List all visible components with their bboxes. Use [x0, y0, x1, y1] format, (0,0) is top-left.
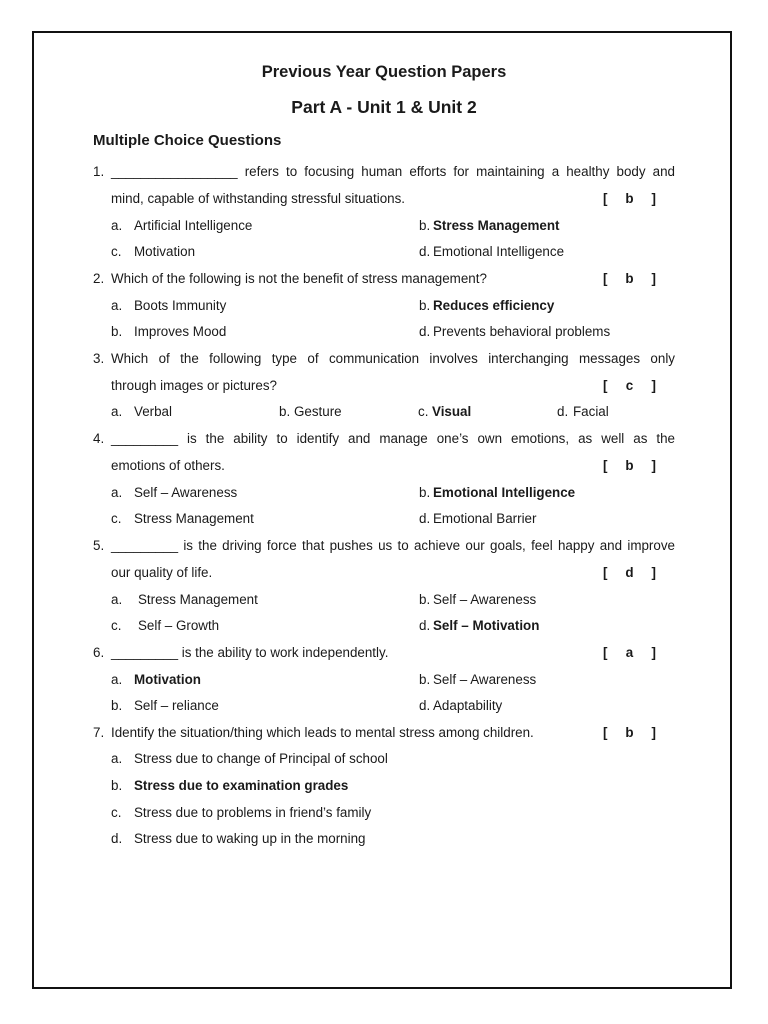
- option-text: Self – Awareness: [433, 672, 537, 687]
- option-letter: b.: [111, 324, 123, 339]
- option-letter: b.: [419, 218, 431, 233]
- answer-box: [ d ]: [603, 565, 656, 580]
- option-letter: a.: [111, 672, 123, 687]
- option-text: Stress Management: [138, 592, 258, 607]
- option-text: Stress due to problems in friend’s family: [134, 805, 372, 820]
- answer-letter: a: [625, 645, 634, 660]
- option-text: Self – Awareness: [433, 592, 537, 607]
- option-letter: c.: [111, 805, 122, 820]
- answer-letter: b: [625, 725, 634, 740]
- question-number: 1.: [93, 164, 105, 179]
- option-text-correct: Motivation: [134, 672, 201, 687]
- option-letter: b.: [111, 698, 123, 713]
- option-letter: d.: [419, 698, 431, 713]
- question-text: _________ is the ability to identify and manage one’s own emotions, as well as the: [111, 431, 675, 446]
- answer-letter: c: [625, 378, 634, 393]
- option-letter: a.: [111, 404, 123, 419]
- option-text-correct: Self – Motivation: [433, 618, 540, 633]
- option-letter: d.: [419, 244, 431, 259]
- answer-box: [ b ]: [603, 191, 656, 206]
- option-text: Prevents behavioral problems: [433, 324, 611, 339]
- answer-letter: b: [625, 458, 634, 473]
- option-letter: d.: [419, 511, 431, 526]
- question-text-cont: through images or pictures?: [111, 378, 277, 393]
- option-text: Emotional Barrier: [433, 511, 537, 526]
- option-letter: a.: [111, 485, 123, 500]
- answer-box: [ b ]: [603, 271, 656, 286]
- page-subtitle: Part A - Unit 1 & Unit 2: [291, 97, 477, 117]
- question-number: 3.: [93, 351, 105, 366]
- question-number: 7.: [93, 725, 105, 740]
- question-number: 5.: [93, 538, 105, 553]
- option-letter: a.: [111, 298, 123, 313]
- option-letter: c.: [111, 618, 122, 633]
- answer-letter: d: [625, 565, 634, 580]
- option-text: Stress due to change of Principal of school: [134, 751, 388, 766]
- option-text: Artificial Intelligence: [134, 218, 253, 233]
- option-text: Self – Growth: [138, 618, 220, 633]
- question-text: Which of the following is not the benefit of stress management?: [111, 271, 487, 286]
- option-text-correct: Stress due to examination grades: [134, 778, 349, 793]
- option-text: Self – reliance: [134, 698, 219, 713]
- answer-box: [ b ]: [603, 725, 656, 740]
- section-heading: Multiple Choice Questions: [93, 132, 282, 149]
- option-text: Gesture: [294, 404, 342, 419]
- option-text: Facial: [573, 404, 609, 419]
- option-text-correct: Emotional Intelligence: [433, 485, 576, 500]
- option-letter: c.: [111, 244, 122, 259]
- question-number: 2.: [93, 271, 105, 286]
- option-text: Improves Mood: [134, 324, 227, 339]
- option-letter: b.: [419, 485, 431, 500]
- answer-letter: b: [625, 191, 634, 206]
- question-text-cont: mind, capable of withstanding stressful situations.: [111, 191, 406, 206]
- page-title: Previous Year Question Papers: [261, 63, 507, 81]
- option-text: Self – Awareness: [134, 485, 238, 500]
- option-letter: a.: [111, 592, 123, 607]
- option-text: Stress Management: [134, 511, 254, 526]
- option-text: Emotional Intelligence: [433, 244, 565, 259]
- option-letter: b.: [419, 298, 431, 313]
- question-text: Identify the situation/thing which leads to mental stress among children.: [111, 725, 534, 740]
- answer-box: [ b ]: [603, 458, 656, 473]
- option-text: Boots Immunity: [134, 298, 227, 313]
- option-letter: d.: [419, 324, 431, 339]
- option-letter: b.: [111, 778, 123, 793]
- question-text: Which of the following type of communication involves interchanging messages only: [111, 351, 675, 366]
- option-letter: a.: [111, 218, 123, 233]
- question-text: _________ is the driving force that pushes us to achieve our goals, feel happy and improve: [111, 538, 675, 553]
- option-text: Verbal: [134, 404, 172, 419]
- option-letter: b.: [419, 672, 431, 687]
- option-text: Adaptability: [433, 698, 503, 713]
- option-text-correct: Stress Management: [433, 218, 560, 233]
- option-letter: c.: [111, 511, 122, 526]
- option-text-correct: Reduces efficiency: [433, 298, 555, 313]
- option-letter: b.: [419, 592, 431, 607]
- option-letter: d.: [557, 404, 569, 419]
- question-text: _________________ refers to focusing human efforts for maintaining a healthy body and: [111, 164, 675, 179]
- answer-box: [ a ]: [603, 645, 656, 660]
- question-number: 6.: [93, 645, 105, 660]
- option-letter: a.: [111, 751, 123, 766]
- option-text-correct: Visual: [432, 404, 472, 419]
- question-number: 4.: [93, 431, 105, 446]
- option-text: Motivation: [134, 244, 196, 259]
- question-text: _________ is the ability to work independently.: [111, 645, 389, 660]
- option-text: Stress due to waking up in the morning: [134, 831, 366, 846]
- answer-letter: b: [625, 271, 634, 286]
- option-letter: d.: [111, 831, 123, 846]
- option-letter: b.: [279, 404, 291, 419]
- question-text-cont: our quality of life.: [111, 565, 213, 580]
- question-text-cont: emotions of others.: [111, 458, 225, 473]
- option-letter: c.: [418, 404, 429, 419]
- option-letter: d.: [419, 618, 431, 633]
- answer-box: [ c ]: [603, 378, 656, 393]
